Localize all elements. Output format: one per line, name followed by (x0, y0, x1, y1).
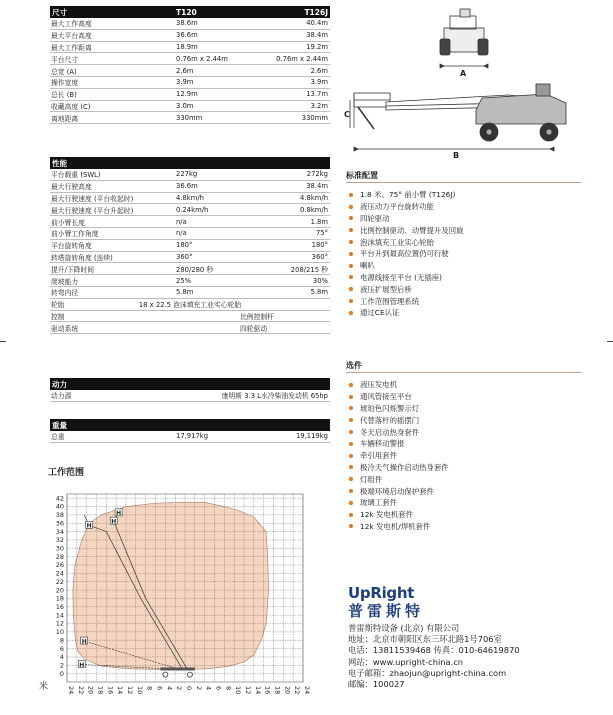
y-tick-label: 36 (55, 519, 64, 528)
x-tick-label: 24 (67, 686, 75, 695)
y-tick-label: 0 (59, 669, 64, 678)
dimension-t126j: 2.6m (310, 66, 328, 75)
performance-t126j: 38.4m (306, 182, 328, 191)
performance-key: 前小臂长度 (51, 218, 85, 227)
standard-feature-item-label: 工作范围管理系统 (360, 296, 420, 306)
option-item-label: 冬天启动热身套件 (360, 427, 420, 437)
option-item (349, 426, 589, 438)
x-tick-label: 10 (234, 686, 243, 695)
y-tick-label: 40 (55, 502, 64, 511)
y-tick-label: 38 (55, 511, 64, 520)
dimension-t120: 36.6m (176, 31, 198, 40)
performance-key: 平台载重 (SWL) (51, 171, 101, 180)
dimensions-header (50, 6, 330, 18)
performance-t120: n/a (176, 229, 187, 238)
y-tick-label: 2 (59, 661, 64, 670)
bullet-icon (349, 501, 353, 505)
dim-b-label: B (453, 151, 460, 158)
x-tick-label: 8 (145, 686, 154, 691)
bullet-icon (349, 442, 353, 446)
option-item-label: 车辆移动警报 (360, 439, 405, 449)
bullet-icon (349, 406, 353, 410)
performance-row (50, 204, 330, 216)
performance-row (50, 240, 330, 252)
bullet-icon (349, 287, 353, 291)
bullet-icon (349, 383, 353, 387)
dimension-key: 最大平台高度 (51, 32, 92, 41)
performance-key: 转弯内径 (51, 289, 79, 298)
performance-shared-value: 比例控制杆 (240, 312, 274, 321)
x-tick-label: 2 (194, 686, 203, 691)
weight-header-label: 重量 (52, 420, 67, 430)
standard-feature-item-label: 液压扩展型后桥 (360, 284, 412, 294)
y-tick-label: 10 (55, 628, 64, 637)
standard-feature-item (349, 295, 589, 307)
performance-key: 轮胎 (51, 301, 65, 310)
weight-row (50, 431, 330, 443)
logo-english: UpRight (348, 584, 415, 602)
standard-feature-item-label: 喇叭 (360, 261, 375, 271)
performance-t126j: 30% (312, 276, 328, 285)
x-tick-label: 10 (135, 686, 144, 695)
standard-feature-item-label: 液压动力平台旋转功能 (360, 202, 434, 212)
x-tick-label: 24 (303, 686, 311, 695)
x-tick-label: 0 (185, 686, 193, 691)
x-tick-label: 2 (175, 686, 184, 691)
dimension-row (50, 112, 330, 124)
logo-chinese: 普雷斯特 (348, 602, 425, 620)
dimension-t120: 18.9m (176, 42, 198, 51)
y-tick-label: 42 (55, 494, 64, 503)
y-tick-label: 8 (59, 636, 64, 645)
option-item (349, 497, 589, 509)
performance-t126j: 5.8m (310, 288, 328, 297)
dimension-key: 收藏高度 (C) (51, 102, 91, 111)
standard-feature-item-label: 电源线接至平台 (无插座) (360, 272, 443, 282)
y-tick-label: 26 (55, 561, 64, 570)
standard-feature-item (349, 307, 589, 319)
y-tick-label: 22 (55, 577, 64, 586)
bullet-icon (349, 205, 353, 209)
envelope-point-label: H (79, 661, 85, 669)
bullet-icon (349, 240, 353, 244)
dimension-t126j: 3.2m (310, 101, 328, 110)
performance-t120: 360° (176, 252, 193, 261)
standard-feature-item-label: 泡沫填充工业实心轮胎 (360, 237, 434, 247)
dimension-key: 平台尺寸 (51, 55, 79, 64)
option-item-label: 代替落杆的摇摆门 (360, 415, 420, 425)
performance-key: 最大行驶高度 (51, 183, 92, 192)
performance-key: 最大行驶速度 (平台升起时) (51, 206, 134, 215)
weight-table (50, 419, 330, 443)
option-item-label: 极端环境启动保护套件 (360, 486, 434, 496)
front-view-drawing (440, 9, 488, 68)
dimension-key: 总宽 (A) (51, 67, 77, 76)
x-tick-label: 4 (165, 686, 174, 691)
bullet-icon (349, 311, 353, 315)
bullet-icon (349, 264, 353, 268)
bullet-icon (349, 395, 353, 399)
x-tick-label: 14 (116, 686, 125, 695)
weight-t126j: 19,119kg (295, 432, 328, 441)
y-tick-label: 4 (59, 653, 64, 662)
bullet-icon (349, 299, 353, 303)
performance-t126j: 208/215 秒 (290, 265, 328, 274)
dimension-t120: 12.9m (176, 90, 198, 99)
option-item-label: 通风管接至平台 (360, 392, 412, 402)
standard-feature-item (349, 248, 589, 260)
standard-feature-item (349, 224, 589, 236)
performance-header (50, 157, 330, 169)
performance-t126j: 4.8km/h (300, 193, 328, 202)
standard-features-list (349, 189, 589, 319)
performance-t126j: 272kg (306, 170, 328, 179)
y-tick-label: 14 (55, 611, 64, 620)
performance-key: 前小臂工作角度 (51, 230, 99, 239)
standard-feature-item (349, 213, 589, 225)
x-tick-label: 20 (283, 686, 292, 695)
performance-t126j: 75° (315, 229, 328, 238)
performance-t120: 0.24km/h (176, 205, 209, 214)
dimensions-header-label: 尺寸 (52, 7, 67, 17)
bullet-icon (349, 228, 353, 232)
x-tick-label: 16 (106, 686, 115, 695)
crop-mark-right (607, 341, 613, 342)
option-item-label: 液压发电机 (360, 380, 397, 390)
machine-wheel (163, 672, 168, 677)
standard-feature-item (349, 272, 589, 284)
dimension-t120: 3.0m (176, 101, 194, 110)
option-item (349, 391, 589, 403)
option-item-label: 12k 发电机/焊机套件 (360, 521, 431, 531)
performance-t120: 25% (176, 276, 192, 285)
performance-row (50, 275, 330, 287)
standard-feature-item (349, 236, 589, 248)
performance-row (50, 181, 330, 193)
machine-drawings (340, 6, 600, 158)
power-table (50, 378, 330, 402)
option-item (349, 438, 589, 450)
option-item-label: 牵引用套件 (360, 451, 397, 461)
power-key: 动力源 (51, 392, 72, 401)
option-item-label: 灯组件 (360, 474, 383, 484)
bullet-icon (349, 418, 353, 422)
performance-key: 提升/下降时间 (51, 265, 95, 274)
dimension-row (50, 30, 330, 42)
performance-t126j: 0.8km/h (300, 205, 328, 214)
performance-key: 转塔旋转角度 (连续) (51, 253, 113, 262)
dimension-row (50, 77, 330, 89)
company-postcode: 邮编：100027 (348, 679, 405, 690)
power-value: 康明斯 3.3 L水冷柴油发动机 65hp (221, 392, 328, 401)
option-item-label: 玻璃工套件 (360, 498, 397, 508)
bullet-icon (349, 477, 353, 481)
y-tick-label: 34 (55, 527, 64, 536)
company-website[interactable]: 网站：www.upright-china.cn (348, 656, 464, 667)
y-tick-label: 18 (55, 594, 64, 603)
dimension-key: 操作宽度 (51, 79, 79, 88)
y-tick-label: 20 (55, 586, 64, 595)
standard-feature-item (349, 283, 589, 295)
performance-t120: 4.8km/h (176, 193, 204, 202)
dimension-key: 最大工作高度 (51, 20, 92, 29)
power-header (50, 378, 330, 390)
option-item (349, 414, 589, 426)
weight-t120: 17,917kg (176, 432, 209, 441)
performance-shared-value: 18 x 22.5 泡沫填充工业实心轮胎 (138, 301, 242, 310)
performance-merged-row (50, 311, 330, 323)
x-tick-label: 6 (214, 686, 223, 691)
envelope-point-label: H (81, 638, 87, 646)
x-tick-label: 18 (96, 686, 105, 695)
envelope-point-label: H (86, 522, 92, 530)
standard-feature-item-label: 通过CE认证 (360, 308, 400, 318)
y-tick-label: 30 (55, 544, 64, 553)
company-name: 普雷斯特设备 (北京) 有限公司 (348, 623, 460, 633)
options-title: 选件 (346, 360, 581, 373)
weight-header (50, 419, 330, 431)
dimension-key: 总长 (B) (51, 91, 77, 100)
weight-key: 总重 (51, 433, 65, 442)
performance-row (50, 216, 330, 228)
option-item (349, 450, 589, 462)
performance-t126j: 360° (311, 252, 328, 261)
bullet-icon (349, 252, 353, 256)
model-t120: T120 (176, 7, 197, 17)
y-tick-label: 28 (55, 552, 64, 561)
performance-t126j: 1.8m (310, 217, 328, 226)
dimension-t126j: 3.9m (310, 78, 328, 87)
option-item (349, 473, 589, 485)
y-tick-label: 12 (55, 619, 64, 628)
dimension-t126j: 19.2m (306, 42, 328, 51)
dimension-t126j: 40.4m (306, 19, 328, 28)
performance-key: 爬坡能力 (51, 277, 79, 286)
x-tick-label: 12 (244, 686, 252, 695)
dimension-row (50, 42, 330, 54)
dimension-t120: 330mm (176, 113, 203, 122)
performance-t120: 227kg (176, 170, 198, 179)
dimension-row (50, 89, 330, 101)
x-tick-label: 4 (204, 686, 213, 691)
working-range-chart (45, 480, 315, 713)
standard-feature-item-label: 四轮驱动 (360, 213, 390, 223)
company-phone: 电话：13811539468 传真：010-64619870 (348, 645, 520, 656)
standard-features-title: 标准配置 (346, 170, 581, 183)
x-tick-label: 22 (76, 686, 85, 695)
dimension-t126j: 38.4m (306, 31, 328, 40)
y-tick-label: 32 (55, 536, 64, 545)
performance-t126j: 180° (311, 241, 328, 250)
bullet-icon (349, 454, 353, 458)
standard-feature-item-label: 比例控制驱动、动臂提升及回旋 (360, 225, 464, 235)
standard-feature-item-label: 1.8 米、75° 前小臂 (T126J) (360, 190, 456, 200)
x-tick-label: 20 (86, 686, 95, 695)
performance-header-label: 性能 (52, 158, 67, 168)
company-contact (348, 623, 520, 690)
dimension-t126j: 13.7m (306, 90, 328, 99)
machine-base (160, 667, 194, 670)
standard-feature-item-label: 平台升到最高位置仍可行驶 (360, 249, 449, 259)
x-tick-label: 12 (126, 686, 134, 695)
dimension-row (50, 18, 330, 30)
option-item (349, 521, 589, 533)
side-view-drawing (350, 84, 566, 151)
power-row (50, 390, 330, 402)
x-tick-label: 14 (253, 686, 262, 695)
performance-key: 控制 (51, 312, 65, 321)
dimension-row (50, 101, 330, 113)
performance-key: 最大行驶速度 (平台收起时) (51, 194, 134, 203)
performance-key: 平台旋转角度 (51, 242, 92, 251)
x-tick-label: 16 (263, 686, 272, 695)
performance-row (50, 252, 330, 264)
dimension-t120: 38.6m (176, 19, 198, 28)
dimension-key: 最大工作距离 (51, 43, 92, 52)
performance-t120: 280/280 秒 (176, 265, 214, 274)
company-address: 地址：北京市朝阳区东三环北路1号706室 (348, 634, 502, 645)
company-email[interactable]: 电子邮箱：zhaojun@upright-china.com (348, 667, 507, 678)
option-item (349, 403, 589, 415)
performance-t120: n/a (176, 217, 187, 226)
bullet-icon (349, 465, 353, 469)
x-tick-label: 8 (224, 686, 233, 691)
envelope-point-label: H (116, 510, 122, 518)
options-list (349, 379, 589, 532)
dimension-key: 离地距离 (51, 114, 79, 123)
performance-row (50, 169, 330, 181)
x-tick-label: 18 (273, 686, 282, 695)
y-tick-label: 24 (55, 569, 64, 578)
performance-merged-row (50, 322, 330, 334)
dimension-row (50, 65, 330, 77)
working-envelope-area (73, 502, 269, 669)
option-item (349, 485, 589, 497)
standard-feature-item (349, 260, 589, 272)
dimensions-table (50, 6, 330, 124)
power-header-label: 动力 (52, 379, 67, 389)
dim-a-label: A (460, 69, 467, 78)
performance-key: 驱动系统 (51, 324, 79, 333)
bullet-icon (349, 524, 353, 528)
dimension-t120: 3.9m (176, 78, 194, 87)
bullet-icon (349, 275, 353, 279)
bullet-icon (349, 430, 353, 434)
bullet-icon (349, 193, 353, 197)
performance-row (50, 263, 330, 275)
performance-t120: 180° (176, 241, 193, 250)
performance-t120: 36.6m (176, 182, 198, 191)
performance-table (50, 157, 330, 334)
standard-feature-item (349, 189, 589, 201)
bullet-icon (349, 216, 353, 220)
option-item (349, 379, 589, 391)
dimension-t126j: 0.76m x 2.44m (276, 54, 328, 63)
y-tick-label: 6 (59, 644, 64, 653)
working-range-title: 工作范围 (48, 468, 85, 478)
performance-row (50, 193, 330, 205)
option-item (349, 509, 589, 521)
y-tick-label: 16 (55, 603, 64, 611)
bullet-icon (349, 513, 353, 517)
performance-merged-row (50, 299, 330, 311)
envelope-point-label: H (111, 518, 117, 526)
option-item-label: 极冷天气操作启动热身套件 (360, 462, 449, 472)
performance-t120: 5.8m (176, 288, 194, 297)
dimension-t120: 0.76m x 2.44m (176, 54, 228, 63)
option-item-label: 琥珀色闪烁警示灯 (360, 403, 420, 413)
dim-c-label: C (344, 110, 350, 119)
performance-row (50, 228, 330, 240)
dimension-row (50, 53, 330, 65)
bullet-icon (349, 489, 353, 493)
model-t126j: T126J (304, 7, 328, 17)
performance-shared-value: 四轮驱动 (240, 324, 268, 333)
upright-logo (348, 584, 424, 621)
machine-wheel (187, 672, 192, 677)
dimension-t120: 2.6m (176, 66, 194, 75)
x-tick-label: 6 (155, 686, 164, 691)
dimension-t126j: 330mm (301, 113, 328, 122)
standard-feature-item (349, 201, 589, 213)
meter-unit-label: 米 (39, 682, 49, 692)
crop-mark-left (0, 341, 6, 342)
x-tick-label: 22 (293, 686, 302, 695)
option-item (349, 462, 589, 474)
option-item-label: 12k 发电机套件 (360, 510, 413, 520)
performance-row (50, 287, 330, 299)
